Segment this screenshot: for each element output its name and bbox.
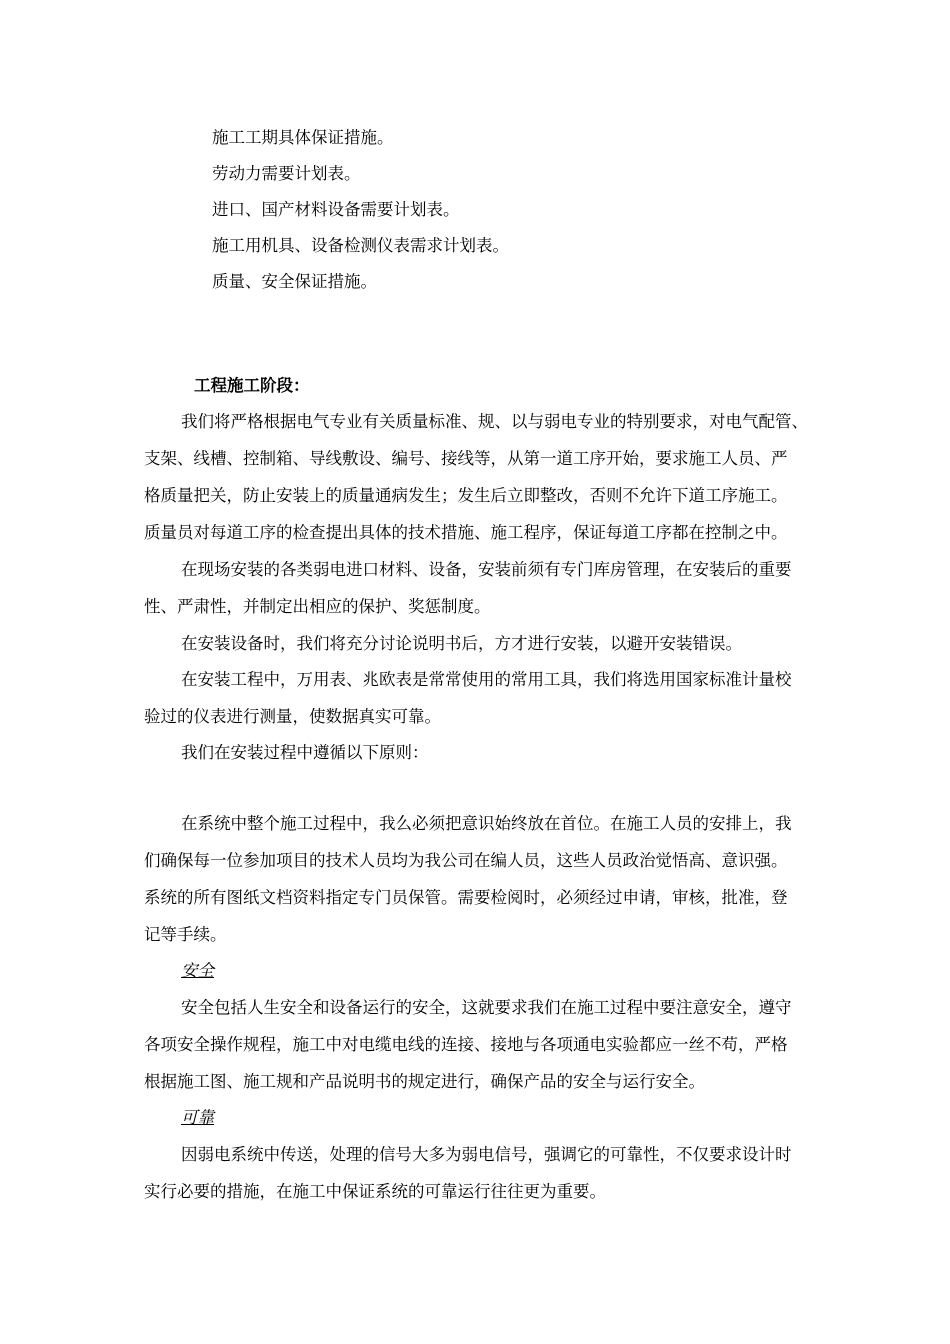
paragraph-line: 在安装设备时，我们将充分讨论说明书后，方才进行安装，以避开安装错误。 bbox=[181, 634, 742, 653]
paragraph-line: 支架、线槽、控制箱、导线敷设、编号、接线等，从第一道工序开始，要求施工人员、严 bbox=[144, 449, 788, 468]
paragraph-line: 在现场安装的各类弱电进口材料、设备，安装前须有专门库房管理，在安装后的重要 bbox=[181, 560, 792, 579]
list-item: 施工用机具、设备检测仪表需求计划表。 bbox=[212, 236, 509, 255]
paragraph-line: 我们在安装过程中遵循以下原则： bbox=[181, 743, 429, 762]
paragraph-line: 安全包括人生安全和设备运行的安全，这就要求我们在施工过程中要注意安全，遵守 bbox=[181, 998, 792, 1017]
paragraph-line: 系统的所有图纸文档资料指定专门员保管。需要检阅时，必须经过申请，审核，批准，登 bbox=[144, 888, 788, 907]
paragraph-line: 因弱电系统中传送，处理的信号大多为弱电信号，强调它的可靠性，不仅要求设计时 bbox=[181, 1145, 792, 1164]
list-item: 劳动力需要计划表。 bbox=[212, 164, 361, 183]
paragraph-line: 记等手续。 bbox=[144, 925, 227, 944]
list-item: 质量、安全保证措施。 bbox=[212, 272, 377, 291]
subheading-reliable: 可靠 bbox=[181, 1108, 214, 1127]
paragraph-line: 验过的仪表进行测量，使数据真实可靠。 bbox=[144, 707, 441, 726]
paragraph-line: 在安装工程中，万用表、兆欧表是常常使用的常用工具，我们将选用国家标准计量校 bbox=[181, 670, 792, 689]
paragraph-line: 格质量把关，防止安装上的质量通病发生；发生后立即整改，否则不允许下道工序施工。 bbox=[144, 486, 788, 505]
section-heading: 工程施工阶段： bbox=[194, 376, 310, 395]
paragraph-line: 根据施工图、施工规和产品说明书的规定进行，确保产品的安全与运行安全。 bbox=[144, 1072, 705, 1091]
list-item: 施工工期具体保证措施。 bbox=[212, 128, 394, 147]
paragraph-line: 我们将严格根据电气专业有关质量标准、规、以与弱电专业的特别要求，对电气配管、 bbox=[181, 412, 808, 431]
list-item: 进口、国产材料设备需要计划表。 bbox=[212, 200, 460, 219]
subheading-safety: 安全 bbox=[181, 961, 214, 980]
paragraph-line: 性、严肃性，并制定出相应的保护、奖惩制度。 bbox=[144, 597, 491, 616]
paragraph-line: 们确保每一位参加项目的技术人员均为我公司在编人员，这些人员政治觉悟高、意识强。 bbox=[144, 851, 788, 870]
paragraph-line: 各项安全操作规程，施工中对电缆电线的连接、接地与各项通电实验都应一丝不苟，严格 bbox=[144, 1035, 788, 1054]
paragraph-line: 质量员对每道工序的检查提出具体的技术措施、施工程序，保证每道工序都在控制之中。 bbox=[144, 523, 788, 542]
paragraph-line: 在系统中整个施工过程中，我么必须把意识始终放在首位。在施工人员的安排上，我 bbox=[181, 814, 792, 833]
paragraph-line: 实行必要的措施，在施工中保证系统的可靠运行往往更为重要。 bbox=[144, 1182, 606, 1201]
